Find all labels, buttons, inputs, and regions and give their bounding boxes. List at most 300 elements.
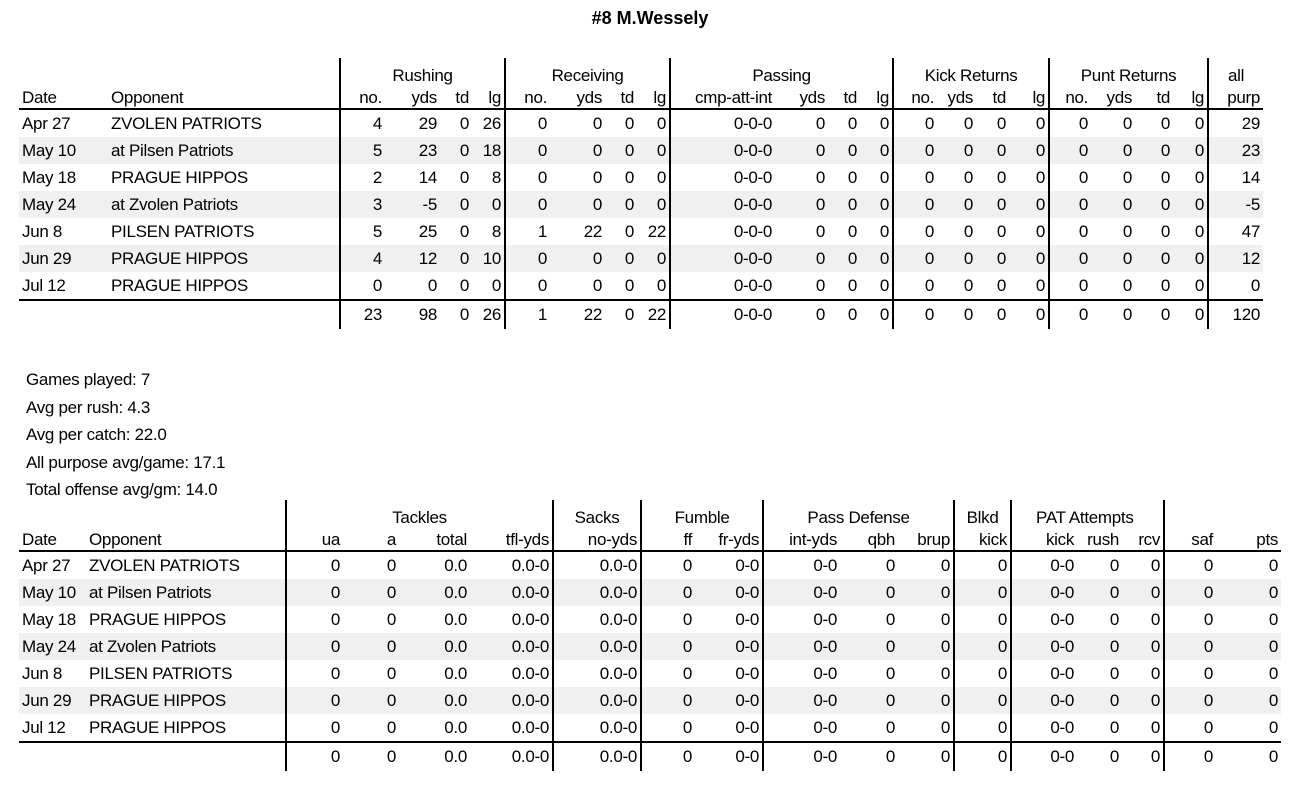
table-cell: 22 — [647, 221, 667, 241]
table-cell: 8 — [491, 221, 502, 241]
table-cell: PRAGUE HIPPOS — [86, 687, 286, 714]
table-cell: 0.0 — [444, 663, 467, 683]
table-cell: 0 — [1077, 742, 1122, 771]
table-cell: 0 — [885, 663, 896, 683]
table-cell: 5 — [340, 137, 385, 164]
table-cell: 0 — [440, 300, 472, 329]
table-cell: 0 — [893, 218, 937, 245]
table-cell: 0 — [1091, 137, 1135, 164]
table-cell: 0 — [1077, 687, 1122, 714]
table-cell: 0 — [815, 167, 826, 187]
table-cell: 0 — [847, 275, 858, 295]
table-cell: 0 — [343, 687, 399, 714]
table-cell: Apr 27 — [22, 555, 71, 575]
table-cell: 0 — [1268, 663, 1279, 683]
group-kick-returns: Kick Returns — [893, 58, 1049, 86]
table-cell: 0-0 — [695, 742, 763, 771]
player-title: #8 M.Wessely — [591, 8, 709, 28]
table-cell: 0-0 — [763, 633, 840, 660]
all-purpose-avg: All purpose avg/game: 17.1 — [26, 452, 226, 472]
table-cell: 10 — [472, 245, 505, 272]
column-header: lg — [637, 86, 670, 109]
column-header: td — [976, 86, 1009, 109]
column-header: td — [1135, 86, 1173, 109]
table-cell: 0 — [286, 606, 343, 633]
table-cell: 0 — [1150, 555, 1161, 575]
table-cell: 1 — [505, 300, 550, 329]
table-cell: 0 — [286, 633, 343, 660]
table-cell: 0 — [1268, 555, 1279, 575]
table-cell: 0 — [1164, 687, 1216, 714]
table-cell: 0-0 — [735, 555, 760, 575]
group-rushing: Rushing — [340, 58, 505, 86]
table-cell: Jul 12 — [22, 275, 66, 295]
column-header: yds — [385, 86, 440, 109]
table-cell: 0 — [343, 579, 399, 606]
table-cell: 0 — [1035, 167, 1046, 187]
table-cell: 0 — [775, 137, 828, 164]
table-cell: 0 — [1091, 191, 1135, 218]
table-cell: May 24 — [19, 191, 108, 218]
table-cell: 0 — [976, 300, 1009, 329]
table-cell: 0.0 — [399, 687, 470, 714]
table-cell: 0 — [550, 137, 605, 164]
column-header: no. — [893, 86, 937, 109]
table-cell: 0 — [1135, 137, 1173, 164]
table-cell — [108, 300, 340, 329]
table-cell: 0 — [840, 579, 898, 606]
table-cell: 0 — [1173, 137, 1208, 164]
table-cell: 0.0 — [399, 579, 470, 606]
table-cell: 0 — [954, 742, 1011, 771]
table-cell: 0 — [1268, 717, 1279, 737]
table-cell: 0.0-0 — [553, 687, 641, 714]
table-cell: 22 — [550, 300, 605, 329]
table-cell: 22 — [637, 300, 670, 329]
table-cell: 0 — [1268, 609, 1279, 629]
column-header: td — [828, 86, 860, 109]
table-cell: 0 — [440, 137, 472, 164]
table-cell: 0-0 — [1011, 606, 1077, 633]
table-row — [19, 551, 1281, 579]
table-cell: 0 — [898, 742, 954, 771]
table-cell: 0.0-0 — [553, 742, 641, 771]
table-cell: 0 — [1160, 113, 1171, 133]
group-passing: Passing — [670, 58, 893, 86]
table-cell: 0 — [847, 221, 858, 241]
table-cell: 0 — [1150, 717, 1161, 737]
table-cell: 25 — [418, 221, 437, 241]
table-cell: 0 — [656, 167, 667, 187]
table-cell: PRAGUE HIPPOS — [108, 245, 340, 272]
table-cell: 0 — [1208, 272, 1263, 300]
table-cell: 4 — [340, 245, 385, 272]
table-cell: 0-0 — [763, 551, 840, 579]
table-cell: 0 — [1122, 687, 1164, 714]
column-header: lg — [472, 86, 505, 109]
table-cell: PILSEN PATRIOTS — [89, 663, 233, 683]
column-header: lg — [860, 86, 893, 109]
table-cell: 0 — [1122, 113, 1133, 133]
total-offense-avg: Total offense avg/gm: 14.0 — [26, 480, 218, 499]
column-header: no. — [505, 86, 550, 109]
table-row — [19, 579, 1281, 606]
table-cell: at Pilsen Patriots — [108, 137, 340, 164]
table-cell: 0 — [1194, 113, 1205, 133]
column-header: lg — [1009, 86, 1049, 109]
table-cell: 14 — [1208, 164, 1263, 191]
table-cell: 0 — [286, 687, 343, 714]
table-cell: 0 — [879, 221, 890, 241]
table-cell: 0 — [775, 300, 828, 329]
table-cell: 22 — [583, 221, 603, 241]
table-cell: 0-0 — [1011, 633, 1077, 660]
column-header: brup — [898, 528, 954, 551]
table-cell: 0 — [976, 245, 1009, 272]
table-cell: 0 — [1122, 167, 1133, 187]
defense-column-headers — [19, 528, 1281, 551]
table-row — [19, 191, 1263, 218]
offense-stats-table — [19, 58, 1263, 329]
avg-per-rush: Avg per rush: 4.3 — [26, 397, 151, 417]
table-cell: 5 — [340, 218, 385, 245]
table-cell: 0 — [605, 191, 637, 218]
table-cell: 0 — [427, 275, 437, 295]
table-cell: 0 — [1049, 164, 1091, 191]
table-cell: 0 — [286, 742, 343, 771]
table-cell: 0 — [641, 714, 695, 742]
table-cell: May 10 — [19, 137, 108, 164]
table-cell: 0 — [828, 245, 860, 272]
table-cell: 0 — [343, 633, 399, 660]
table-cell: 0 — [1035, 275, 1046, 295]
table-cell: 0.0 — [399, 633, 470, 660]
table-cell: -5 — [1208, 191, 1263, 218]
table-cell: 0 — [641, 633, 695, 660]
table-row — [19, 660, 1281, 687]
table-cell: 0 — [1049, 191, 1091, 218]
table-cell: 0 — [1173, 300, 1208, 329]
table-cell: 0 — [1109, 609, 1120, 629]
table-cell: 0 — [840, 633, 898, 660]
table-cell: 0 — [893, 272, 937, 300]
table-cell: 0 — [592, 275, 603, 295]
table-cell: 0 — [1109, 663, 1120, 683]
table-row — [19, 245, 1263, 272]
table-cell: 0 — [343, 742, 399, 771]
table-cell: 0 — [1122, 275, 1133, 295]
table-cell: 0 — [1160, 275, 1171, 295]
table-cell: 0 — [828, 300, 860, 329]
table-cell: 0 — [1164, 579, 1216, 606]
table-cell: 0.0-0 — [511, 609, 550, 629]
table-cell: 0 — [963, 113, 974, 133]
table-cell: 0 — [1150, 663, 1161, 683]
table-cell: 0 — [954, 687, 1011, 714]
table-cell: ZVOLEN PATRIOTS — [89, 555, 240, 575]
table-cell: 0-0-0 — [670, 137, 775, 164]
column-header: lg — [1173, 86, 1208, 109]
table-cell: 0 — [1091, 245, 1135, 272]
table-cell: 0 — [1135, 191, 1173, 218]
table-cell: 26 — [482, 113, 502, 133]
column-header: Opponent — [108, 86, 340, 109]
table-cell: 0-0 — [695, 633, 763, 660]
table-cell: 12 — [385, 245, 440, 272]
table-cell: 0-0-0 — [670, 272, 775, 300]
table-cell: 0 — [828, 137, 860, 164]
table-cell: 0 — [1122, 579, 1164, 606]
table-cell: 0 — [592, 113, 603, 133]
table-cell: 0 — [1164, 742, 1216, 771]
table-cell: 0.0-0 — [470, 633, 553, 660]
table-cell: 0 — [505, 109, 550, 137]
table-cell: 0 — [1109, 555, 1120, 575]
table-cell: 0-0 — [763, 579, 840, 606]
table-cell: 0 — [847, 167, 858, 187]
table-cell: 0 — [1150, 609, 1161, 629]
column-header: int-yds — [763, 528, 840, 551]
table-cell: 0.0-0 — [553, 633, 641, 660]
table-cell: 0.0-0 — [553, 660, 641, 687]
table-cell — [19, 742, 86, 771]
table-cell: 0-0-0 — [670, 245, 775, 272]
table-cell: 0 — [885, 717, 896, 737]
table-cell: 0 — [605, 245, 637, 272]
table-cell: 0 — [1164, 660, 1216, 687]
table-cell: -5 — [385, 191, 440, 218]
table-cell: 0 — [624, 167, 635, 187]
table-cell: 0 — [954, 714, 1011, 742]
table-cell: 0 — [505, 137, 550, 164]
table-cell: 0-0 — [763, 606, 840, 633]
table-cell: 0 — [1009, 137, 1049, 164]
table-cell: 0 — [286, 579, 343, 606]
table-cell: 0 — [937, 245, 976, 272]
table-cell: 0 — [592, 167, 603, 187]
table-cell: 0 — [550, 245, 605, 272]
table-cell: 3 — [340, 191, 385, 218]
column-header: yds — [1091, 86, 1135, 109]
table-cell: 0 — [1035, 221, 1046, 241]
table-cell: 0.0 — [444, 609, 467, 629]
table-cell: 0 — [386, 609, 396, 629]
table-cell: 0.0-0 — [553, 551, 641, 579]
table-cell: 0 — [1164, 606, 1216, 633]
table-cell: 0 — [1049, 218, 1091, 245]
table-cell: 0 — [893, 164, 937, 191]
table-cell: 98 — [385, 300, 440, 329]
column-header: yds — [550, 86, 605, 109]
table-cell: 0 — [937, 300, 976, 329]
table-cell: 0 — [879, 113, 890, 133]
table-row — [19, 218, 1263, 245]
table-cell: 0 — [491, 275, 502, 295]
table-cell: 0-0 — [695, 687, 763, 714]
table-cell: 0-0 — [1011, 687, 1077, 714]
table-cell: 0 — [1216, 742, 1281, 771]
column-header: td — [605, 86, 637, 109]
column-header: td — [440, 86, 472, 109]
table-cell: PILSEN PATRIOTS — [111, 221, 255, 241]
table-cell: Jun 29 — [19, 687, 86, 714]
column-header: a — [343, 528, 399, 551]
table-cell: 0 — [505, 191, 550, 218]
table-cell: 0.0-0 — [470, 687, 553, 714]
table-cell: Jun 8 — [22, 221, 63, 241]
group-pass-defense: Pass Defense — [763, 500, 954, 528]
table-cell: 0 — [1160, 167, 1171, 187]
table-cell: 0 — [828, 191, 860, 218]
table-cell: 0-0-0 — [670, 191, 775, 218]
table-cell: 0 — [996, 221, 1007, 241]
column-header: Date — [19, 86, 108, 109]
table-cell: 0 — [624, 275, 635, 295]
table-cell: 29 — [418, 113, 437, 133]
defense-stats-table — [19, 500, 1281, 771]
table-cell: 26 — [472, 300, 505, 329]
table-cell: PRAGUE HIPPOS — [111, 167, 248, 187]
column-header: fr-yds — [695, 528, 763, 551]
column-header: ua — [286, 528, 343, 551]
offense-column-headers — [19, 86, 1263, 109]
table-cell: 0 — [641, 742, 695, 771]
table-cell: 0 — [286, 551, 343, 579]
table-cell: 0 — [505, 245, 550, 272]
table-cell: 0 — [550, 191, 605, 218]
table-cell: 0 — [996, 275, 1007, 295]
table-cell: PRAGUE HIPPOS — [111, 275, 248, 295]
table-cell: 0.0-0 — [553, 606, 641, 633]
table-cell: 0-0 — [695, 579, 763, 606]
table-cell: 0 — [1122, 633, 1164, 660]
table-cell: 0 — [1009, 245, 1049, 272]
table-cell: 0 — [898, 687, 954, 714]
table-cell: May 24 — [19, 633, 86, 660]
table-cell: 0 — [459, 167, 469, 187]
table-cell: 0 — [940, 663, 951, 683]
table-cell: 0 — [505, 164, 550, 191]
column-header: cmp-att-int — [670, 86, 775, 109]
table-cell: 0 — [1049, 109, 1091, 137]
table-cell: 0 — [386, 555, 396, 575]
table-cell: 0 — [459, 221, 469, 241]
table-cell: 18 — [472, 137, 505, 164]
table-cell: May 18 — [22, 167, 76, 187]
column-header: tfl-yds — [470, 528, 553, 551]
table-cell: 0 — [641, 606, 695, 633]
table-cell: 0 — [637, 245, 670, 272]
table-cell — [86, 742, 286, 771]
table-cell: 0 — [940, 609, 951, 629]
table-cell: 0-0 — [735, 717, 760, 737]
column-header: yds — [775, 86, 828, 109]
table-cell: 0 — [1164, 551, 1216, 579]
table-cell: 0 — [459, 275, 469, 295]
table-cell: 0.0 — [444, 555, 467, 575]
table-cell: 0 — [386, 717, 396, 737]
table-cell: 0 — [440, 245, 472, 272]
table-cell: 8 — [491, 167, 502, 187]
column-header: qbh — [840, 528, 898, 551]
table-cell: 0 — [605, 137, 637, 164]
group-sacks: Sacks — [553, 500, 641, 528]
table-cell: 0 — [1173, 245, 1208, 272]
group-punt-returns: Punt Returns — [1049, 58, 1208, 86]
table-cell: 0 — [898, 579, 954, 606]
table-cell: 0-0 — [763, 660, 840, 687]
table-cell: 0 — [1173, 191, 1208, 218]
group-tackles: Tackles — [286, 500, 553, 528]
table-row — [19, 137, 1263, 164]
table-cell: 0 — [775, 191, 828, 218]
table-cell: 0.0 — [444, 717, 467, 737]
table-cell: 0.0-0 — [553, 714, 641, 742]
table-cell: 0-0 — [1011, 660, 1077, 687]
table-cell: 0 — [1049, 300, 1091, 329]
table-cell: 0 — [963, 221, 974, 241]
table-cell: 0 — [637, 137, 670, 164]
table-cell: 0 — [340, 272, 385, 300]
table-cell: 0-0 — [1011, 742, 1077, 771]
table-cell: 0-0-0 — [670, 218, 775, 245]
column-header: no. — [1049, 86, 1091, 109]
table-cell: 0 — [879, 275, 890, 295]
table-cell: 0-0 — [1011, 551, 1077, 579]
table-cell: 0 — [641, 687, 695, 714]
column-header: no. — [340, 86, 385, 109]
table-cell: 0-0-0 — [670, 300, 775, 329]
table-row — [19, 606, 1281, 633]
table-cell: Jun 8 — [22, 663, 63, 683]
table-cell: Jul 12 — [22, 717, 66, 737]
table-cell: 0 — [860, 245, 893, 272]
table-cell: 0 — [1160, 221, 1171, 241]
table-cell: 0 — [1216, 579, 1281, 606]
table-cell: 0 — [641, 579, 695, 606]
table-cell: 0 — [1049, 137, 1091, 164]
table-cell: 4 — [340, 109, 385, 137]
table-cell: 14 — [418, 167, 437, 187]
table-cell: 0.0-0 — [553, 579, 641, 606]
table-cell: 0 — [1216, 633, 1281, 660]
table-cell: 0 — [472, 191, 505, 218]
table-cell: 0 — [1109, 717, 1120, 737]
table-cell: 0 — [1216, 687, 1281, 714]
table-cell: 0-0-0 — [670, 109, 775, 137]
avg-per-catch: Avg per catch: 22.0 — [26, 425, 167, 444]
table-cell: 0 — [656, 275, 667, 295]
table-cell: 0 — [440, 191, 472, 218]
table-cell: 12 — [1208, 245, 1263, 272]
table-row — [19, 272, 1263, 300]
table-cell: 0-0 — [735, 609, 760, 629]
table-cell: 0-0-0 — [670, 164, 775, 191]
table-cell: 0 — [1135, 300, 1173, 329]
table-row — [19, 164, 1263, 191]
table-cell: 0 — [1049, 272, 1091, 300]
table-cell: 0 — [605, 300, 637, 329]
column-header: no-yds — [553, 528, 641, 551]
table-cell: 0 — [996, 167, 1007, 187]
column-header: kick — [1011, 528, 1077, 551]
games-played: Games played: 7 — [26, 370, 151, 389]
table-cell: 0.0-0 — [470, 579, 553, 606]
table-cell: 29 — [1208, 109, 1263, 137]
column-header: rcv — [1122, 528, 1164, 551]
table-cell: 0 — [954, 579, 1011, 606]
table-cell: 0 — [937, 137, 976, 164]
